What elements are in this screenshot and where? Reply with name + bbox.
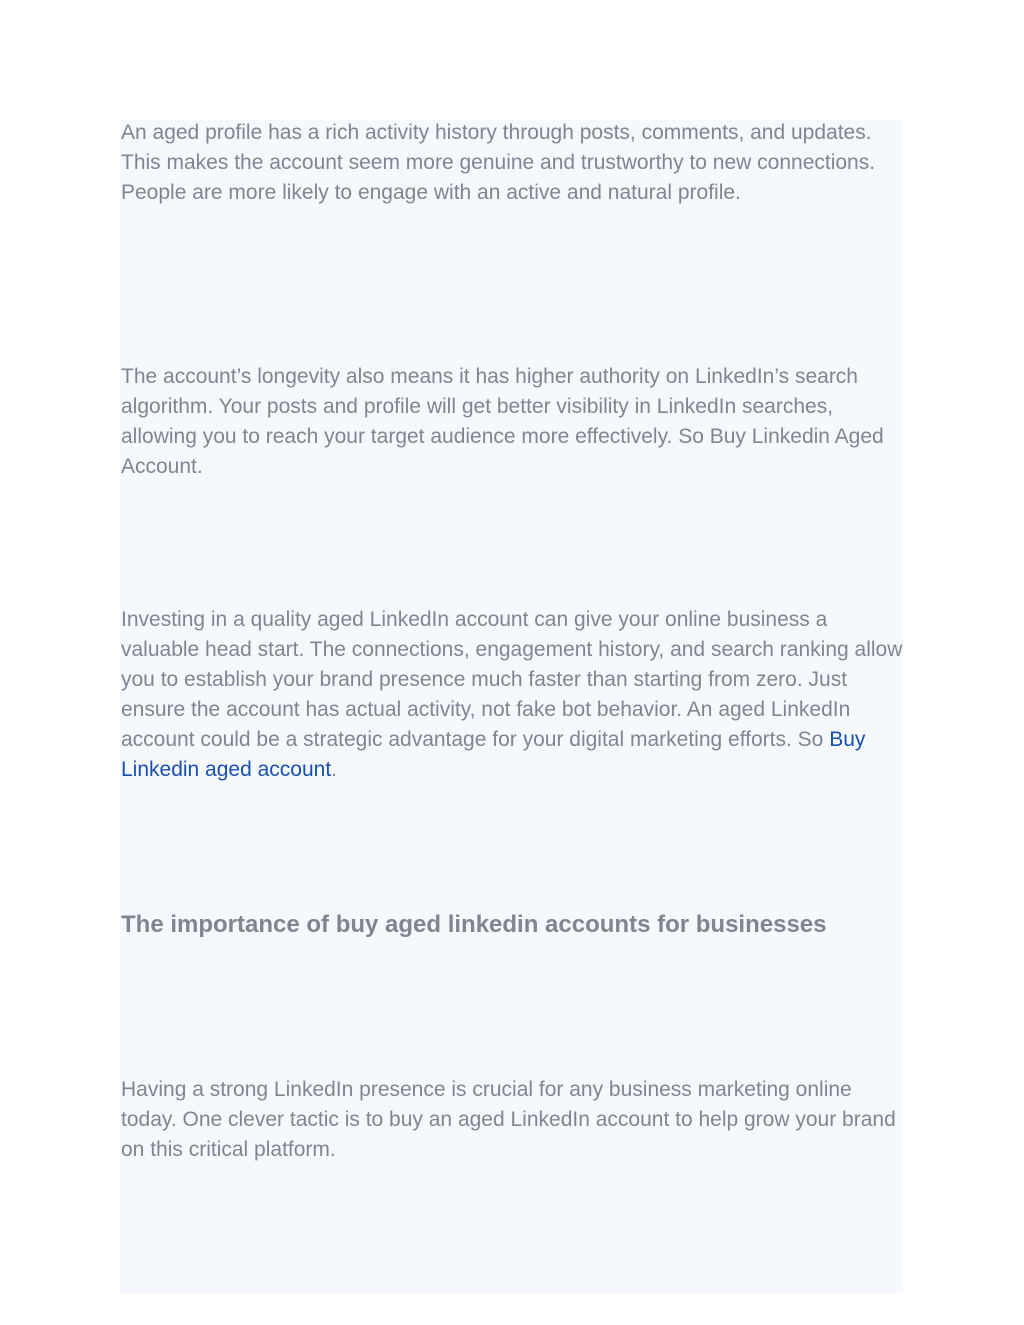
paragraph-investing-suffix: . [331,758,338,781]
buy-linkedin-aged-account-link[interactable]: Buy Linkedin aged account [121,728,866,781]
paragraph-linkedin-presence: Having a strong LinkedIn presence is crucial for any business marketing online today. One clever tactic is to buy an aged LinkedIn account to help grow your brand on this critical platform. [121,1078,896,1161]
paragraph-aged-profile: An aged profile has a rich activity history through posts, comments, and updates. This makes the account seem more genuine and trustworthy to new connections. People are more likely to engage with an active and natural profile. [121,121,876,204]
section-heading: The importance of buy aged linkedin accounts for businesses [121,911,827,938]
paragraph-investing-text: Investing in a quality aged LinkedIn account can give your online business a valuable head start. The connections, engagement history, and search ranking allow you to establish your brand presence much faster than starting from zero. Just ensure the account has actual activity, not fake bot behavior. An aged LinkedIn account could be a strategic advantage for your digital marketing efforts. So [121,608,903,751]
paragraph-investing [121,605,903,785]
paragraph-account-longevity: The account’s longevity also means it has higher authority on LinkedIn’s search algorithm. Your posts and profile will get better visibility in LinkedIn searches, allowing you to reach your target audience more effectively. So Buy Linkedin Aged Account. [121,365,884,478]
